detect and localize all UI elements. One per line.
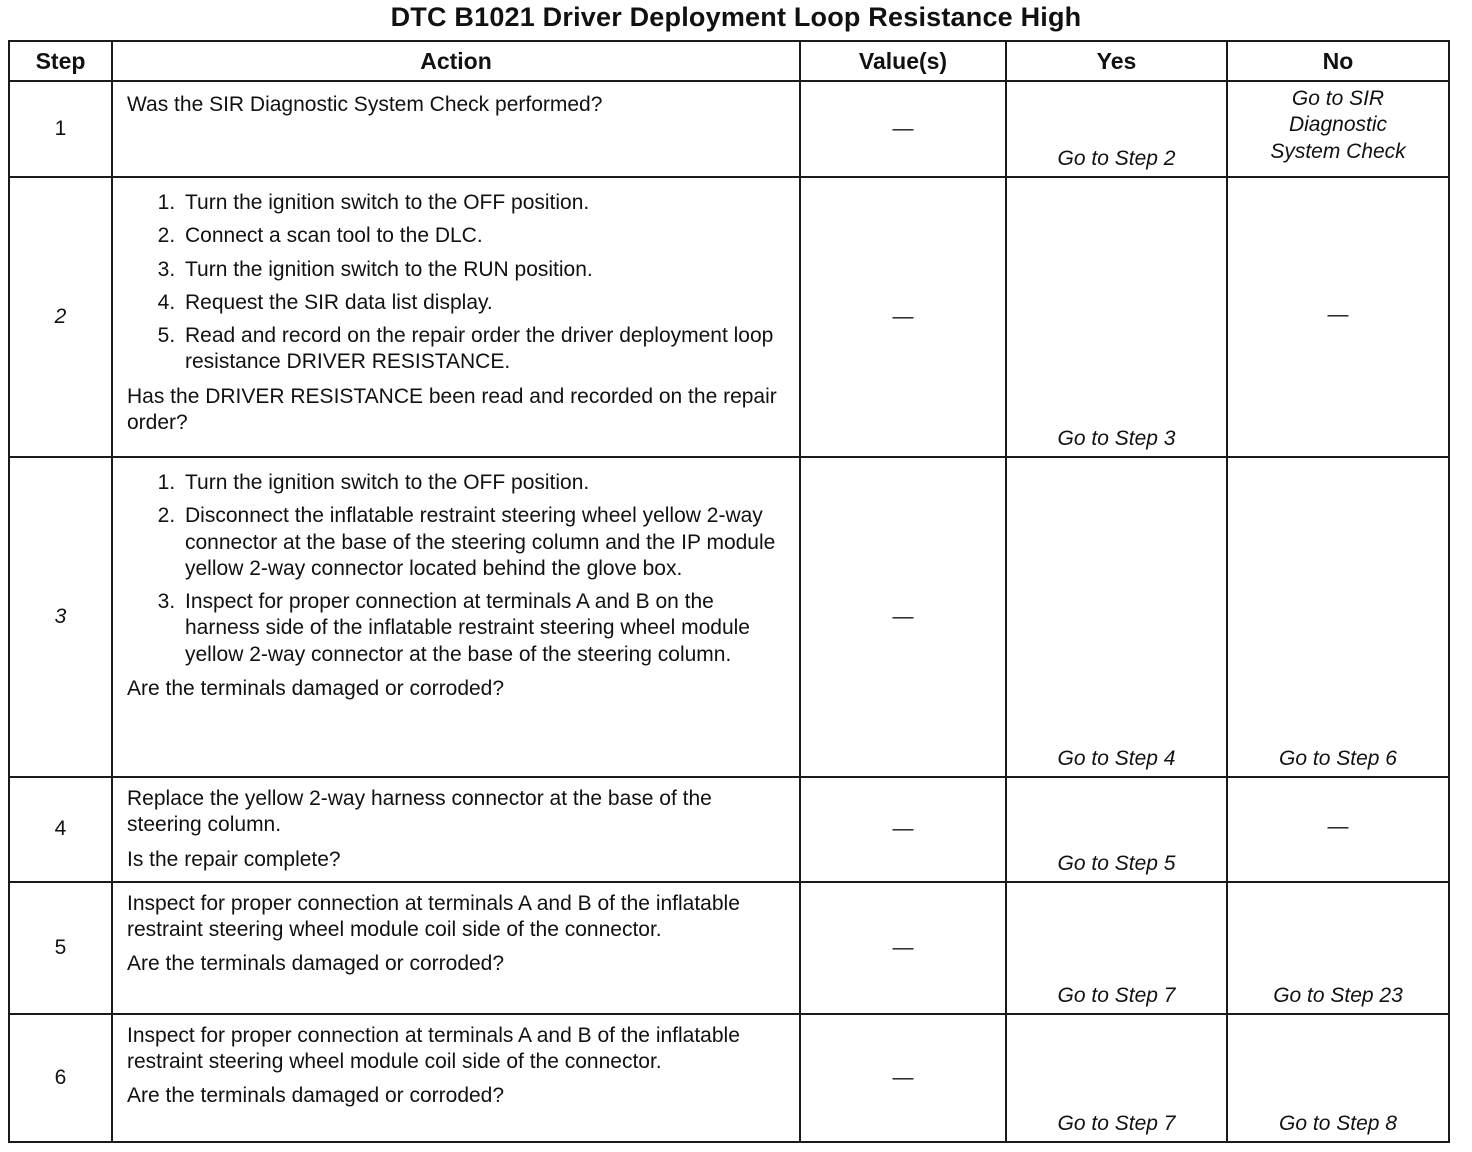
page-title: DTC B1021 Driver Deployment Loop Resistance High xyxy=(390,2,1082,32)
action-cell xyxy=(112,777,800,882)
value-text: — xyxy=(892,817,914,841)
yes-link[interactable]: Go to Step 4 xyxy=(1006,457,1227,777)
no-value: — xyxy=(1227,177,1449,457)
no-link-line3: System Check xyxy=(1270,139,1406,163)
action-instruction: Inspect for proper connection at terminals A and B of the inflatable restraint steering wheel module coil side of the connector. xyxy=(127,1023,740,1073)
yes-link[interactable]: Go to Step 2 xyxy=(1006,81,1227,177)
action-cell xyxy=(112,882,800,1014)
yes-link[interactable]: Go to Step 5 xyxy=(1006,777,1227,882)
action-question: Was the SIR Diagnostic System Check performed? xyxy=(127,93,603,116)
header-action: Action xyxy=(112,41,800,81)
instruction-list xyxy=(127,190,789,376)
no-value: — xyxy=(1227,777,1449,882)
instruction-item: 3. Inspect for proper connection at terminals A and B on the harness side of the inflatable restraint steering wheel module yellow 2-way connector at the base of the steering column. xyxy=(181,589,789,668)
yes-link[interactable]: Go to Step 7 xyxy=(1006,882,1227,1014)
value-text: — xyxy=(892,116,914,140)
action-question: Is the repair complete? xyxy=(127,847,341,871)
value-cell xyxy=(800,777,1006,882)
step-number: 6 xyxy=(9,1014,112,1142)
action-question: Are the terminals damaged or corroded? xyxy=(127,676,505,700)
instruction-item: 4. Request the SIR data list display. xyxy=(181,290,789,316)
instruction-item: 1. Turn the ignition switch to the OFF position. xyxy=(181,470,789,496)
yes-link[interactable]: Go to Step 7 xyxy=(1006,1014,1227,1142)
table-row xyxy=(9,1014,1449,1142)
value-text: — xyxy=(892,604,914,628)
step-number: 4 xyxy=(9,777,112,882)
action-cell xyxy=(112,177,800,457)
instruction-item: 5. Read and record on the repair order the driver deployment loop resistance DRIVER RESISTANCE. xyxy=(181,323,789,376)
value-cell xyxy=(800,1014,1006,1142)
table-row xyxy=(9,777,1449,882)
instruction-item: 2. Connect a scan tool to the DLC. xyxy=(181,223,789,249)
action-question: Are the terminals damaged or corroded? xyxy=(127,1084,505,1108)
instruction-list xyxy=(127,470,789,668)
header-values: Value(s) xyxy=(800,41,1006,81)
value-text: — xyxy=(892,1065,914,1089)
action-question: Are the terminals damaged or corroded? xyxy=(127,952,505,976)
instruction-item: 3. Turn the ignition switch to the RUN position. xyxy=(181,257,789,283)
header-step: Step xyxy=(9,41,112,81)
step-number: 5 xyxy=(9,882,112,1014)
table-row xyxy=(9,882,1449,1014)
value-cell xyxy=(800,177,1006,457)
table-row xyxy=(9,177,1449,457)
value-text: — xyxy=(892,935,914,959)
value-cell xyxy=(800,81,1006,177)
step-number: 1 xyxy=(9,81,112,177)
diagnostic-table xyxy=(8,40,1450,1143)
no-link[interactable]: Go to Step 8 xyxy=(1227,1014,1449,1142)
action-cell xyxy=(112,81,800,177)
no-link[interactable] xyxy=(1227,81,1449,177)
table-row xyxy=(9,81,1449,177)
action-instruction: Replace the yellow 2-way harness connector at the base of the steering column. xyxy=(127,787,712,837)
value-cell xyxy=(800,882,1006,1014)
header-row xyxy=(9,41,1449,81)
yes-link[interactable]: Go to Step 3 xyxy=(1006,177,1227,457)
action-cell xyxy=(112,457,800,777)
value-cell xyxy=(800,457,1006,777)
step-number: 3 xyxy=(9,457,112,777)
action-question: Has the DRIVER RESISTANCE been read and recorded on the repair order? xyxy=(127,384,777,434)
table-row xyxy=(9,457,1449,777)
header-no: No xyxy=(1227,41,1449,81)
instruction-item: 1. Turn the ignition switch to the OFF position. xyxy=(181,190,789,216)
header-yes: Yes xyxy=(1006,41,1227,81)
step-number: 2 xyxy=(9,177,112,457)
action-cell xyxy=(112,1014,800,1142)
no-link-line2: Diagnostic xyxy=(1288,113,1388,137)
instruction-item: 2. Disconnect the inflatable restraint steering wheel yellow 2-way connector at the base of the steering column and the IP module yellow 2-way connector located behind the glove box. xyxy=(181,503,789,582)
value-text: — xyxy=(892,304,914,328)
no-link[interactable]: Go to Step 6 xyxy=(1227,457,1449,777)
no-link[interactable]: Go to Step 23 xyxy=(1227,882,1449,1014)
no-link-prefix: Go to xyxy=(1291,87,1350,110)
no-link-line1: SIR xyxy=(1349,87,1385,110)
action-instruction: Inspect for proper connection at terminals A and B of the inflatable restraint steering wheel module coil side of the connector. xyxy=(127,891,740,941)
